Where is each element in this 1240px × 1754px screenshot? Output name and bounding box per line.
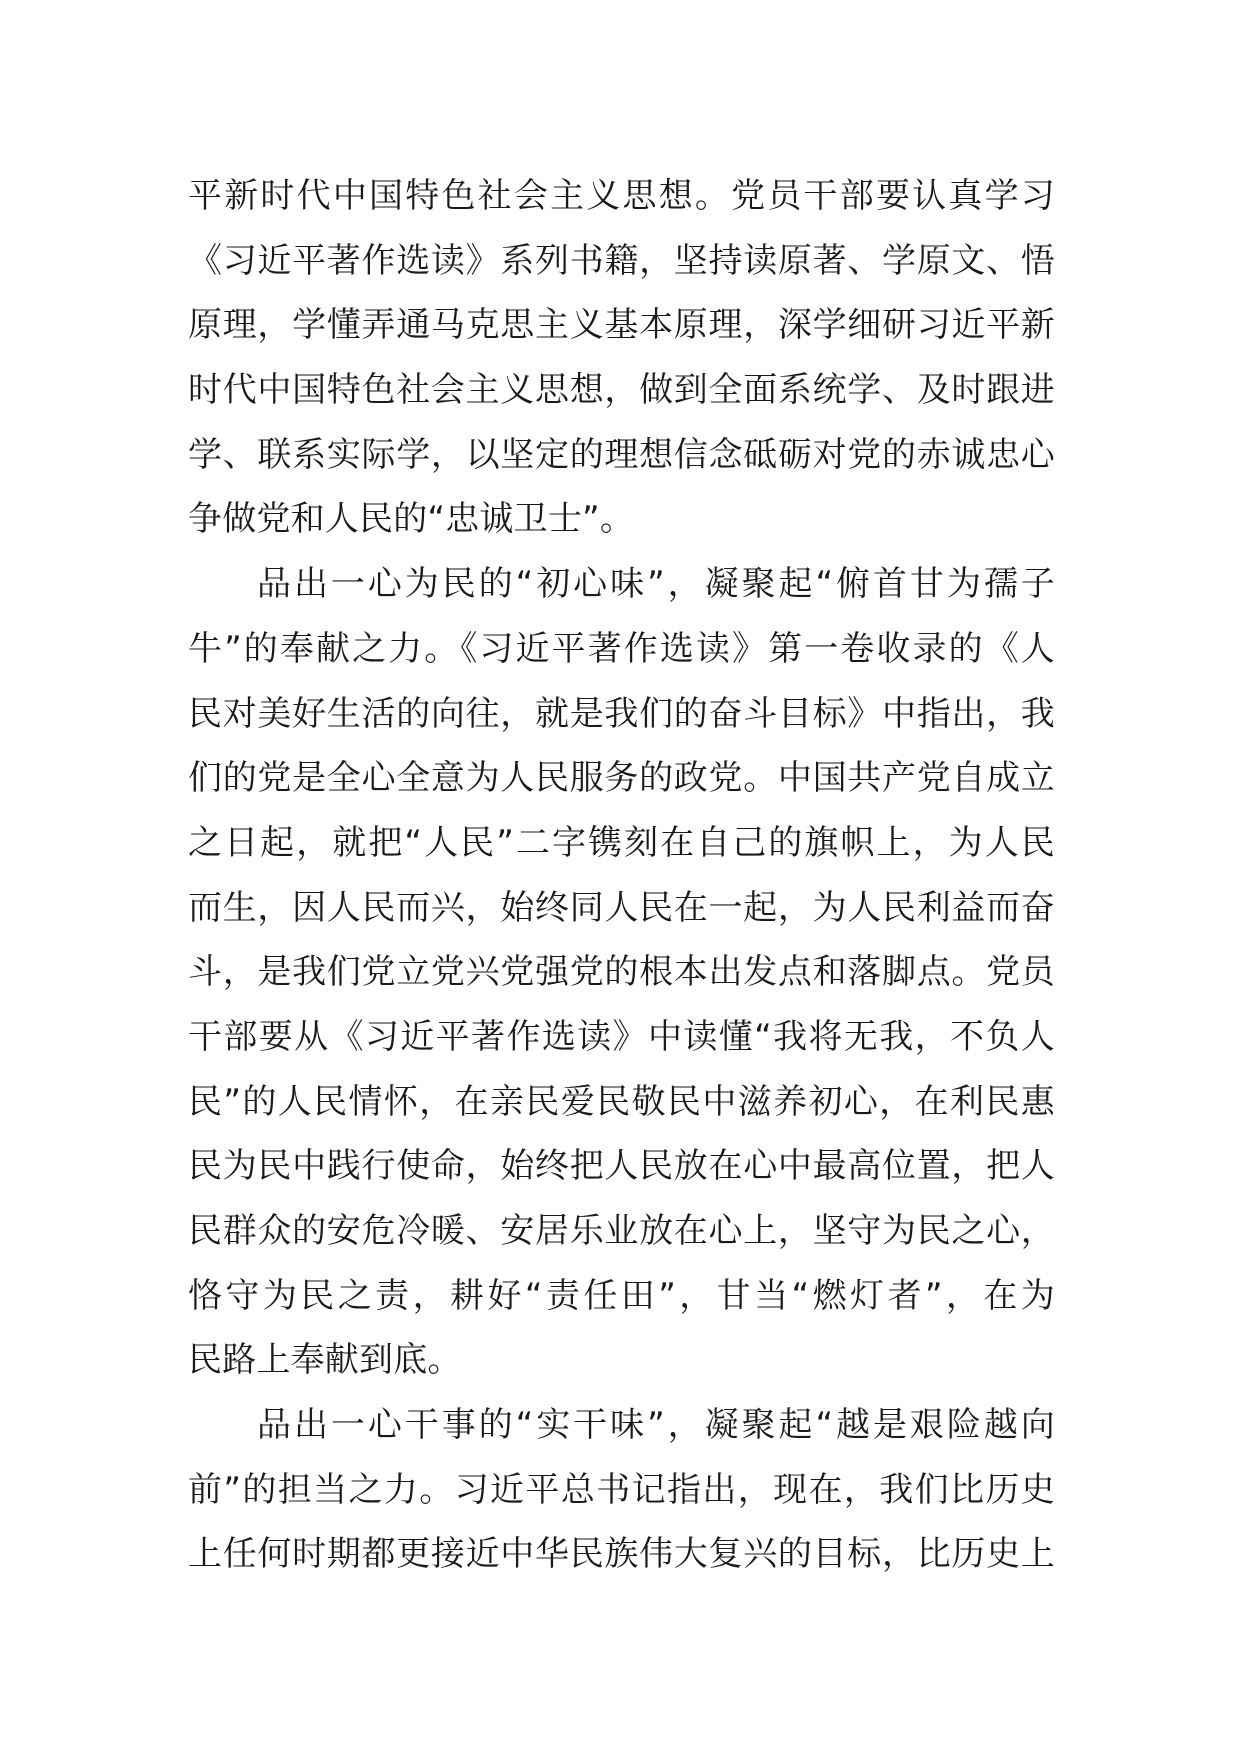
paragraph-2 — [188, 552, 1055, 1393]
document-body — [188, 164, 1055, 1587]
text-line: 民为民中践行使命，始终把人民放在心中最高位置，把人 — [188, 1146, 1055, 1187]
text-line: 学、联系实际学，以坚定的理想信念砥砺对党的赤诚忠心 — [188, 434, 1055, 475]
text-line: 恪守为民之责，耕好“责任田”，甘当“燃灯者”，在为 — [188, 1275, 1055, 1316]
text-line: 而生，因人民而兴，始终同人民在一起，为人民利益而奋 — [188, 887, 1055, 928]
text-line: 之日起，就把“人民”二字镌刻在自己的旗帜上，为人民 — [188, 822, 1055, 863]
text-line: 民群众的安危冷暖、安居乐业放在心上，坚守为民之心， — [188, 1211, 1055, 1251]
paragraph-3 — [188, 1393, 1055, 1587]
text-line: 品出一心干事的“实干味”，凝聚起“越是艰险越向 — [257, 1405, 1055, 1446]
text-line: 时代中国特色社会主义思想，做到全面系统学、及时跟进 — [188, 370, 1055, 411]
text-line: 品出一心为民的“初心味”，凝聚起“俯首甘为孺子 — [257, 564, 1055, 605]
text-line: 前”的担当之力。习近平总书记指出，现在，我们比历史 — [188, 1469, 1055, 1510]
text-line: 争做党和人民的“忠诚卫士”。 — [188, 499, 635, 540]
text-line: 上任何时期都更接近中华民族伟大复兴的目标，比历史上 — [188, 1534, 1055, 1575]
text-line: 民路上奉献到底。 — [188, 1340, 462, 1381]
text-line: 民对美好生活的向往，就是我们的奋斗目标》中指出，我 — [188, 693, 1055, 734]
text-line: 原理，学懂弄通马克思主义基本原理，深学细研习近平新 — [188, 305, 1055, 346]
text-line: 牛”的奉献之力。《习近平著作选读》第一卷收录的《人 — [188, 628, 1055, 669]
text-line: 《习近平著作选读》系列书籍，坚持读原著、学原文、悟 — [188, 240, 1055, 281]
text-line: 干部要从《习近平著作选读》中读懂“我将无我，不负人 — [188, 1016, 1055, 1057]
text-line: 民”的人民情怀，在亲民爱民敬民中滋养初心，在利民惠 — [188, 1081, 1055, 1122]
paragraph-1 — [188, 164, 1055, 552]
text-line: 平新时代中国特色社会主义思想。党员干部要认真学习 — [188, 176, 1055, 216]
text-line: 斗，是我们党立党兴党强党的根本出发点和落脚点。党员 — [188, 952, 1055, 993]
text-line: 们的党是全心全意为人民服务的政党。中国共产党自成立 — [188, 758, 1055, 799]
